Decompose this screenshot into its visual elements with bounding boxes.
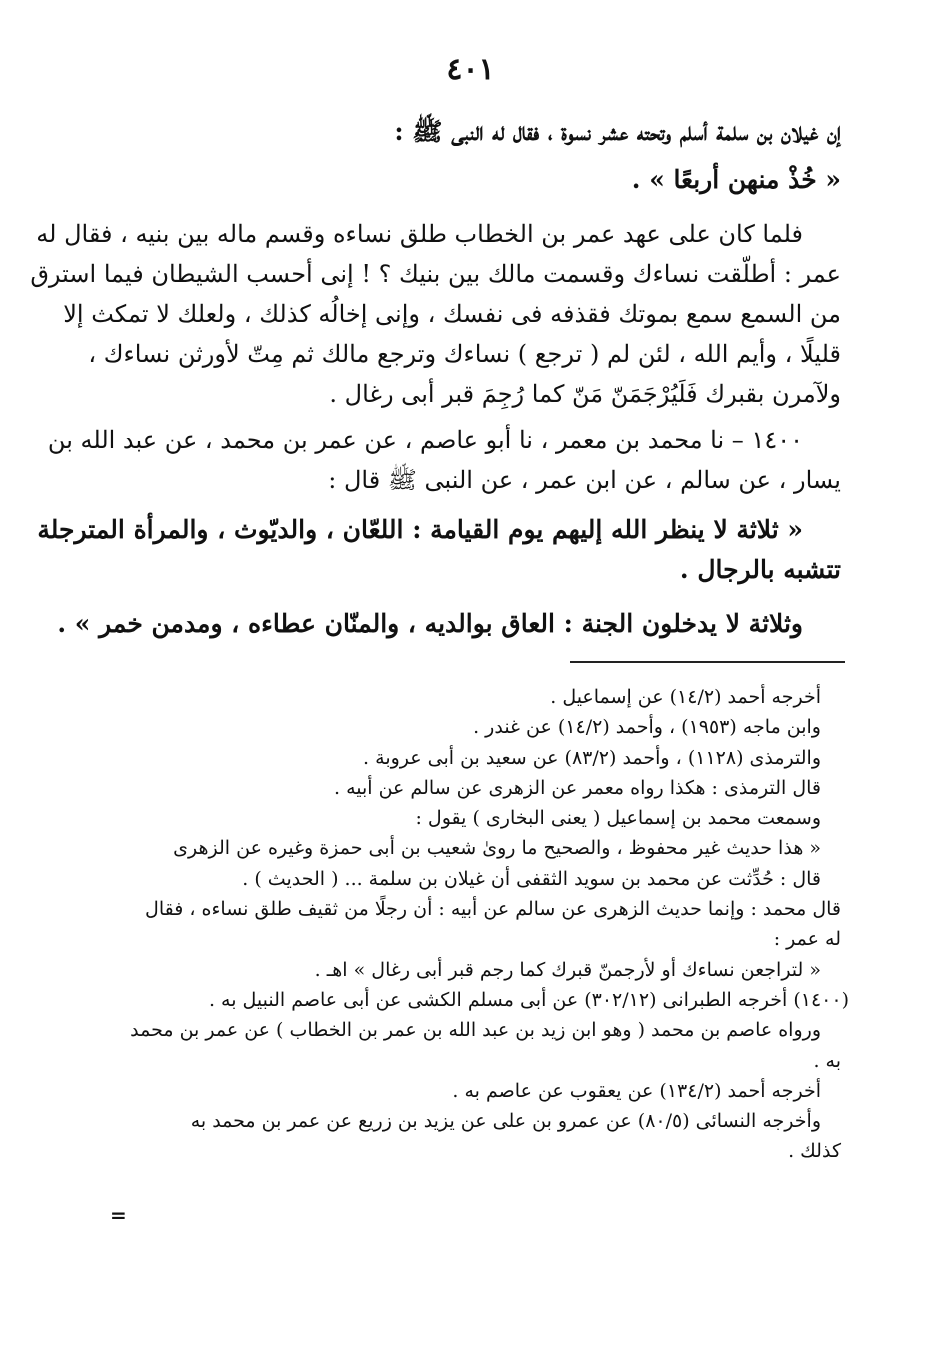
isnad-line: يسار ، عن سالم ، عن ابن عمر ، عن النبى ﷺ قال : [328,466,841,494]
narrative-paragraph [30,214,841,414]
narrative-line: ولآمرن بقبرك فَلَيُرْجَمَنّ مَنّ كما رُجِمَ قبر أبى رغال . [329,380,841,408]
footnote-line: كذلك . [788,1140,841,1163]
footnote-line: به . [813,1049,841,1072]
footnotes [101,682,849,1167]
footnote-line: وسمعت محمد بن إسماعيل ( يعنى البخارى ) يقول : [415,807,821,830]
matn-line: وثلاثة لا يدخلون الجنة : العاق بوالديه ، والمنّان عطاءه ، ومدمن خمر » . [57,609,803,638]
narrative-line: من السمع سمع بموتك فقذفه فى نفسك ، وإنى إخالُه كذلك ، ولعلك لا تمكث إلا [63,300,841,328]
footnote-line: « هذا حديث غير محفوظ ، والصحيح ما روىٰ شعيب بن أبى حمزة وغيره عن الزهرى [173,837,821,860]
footnote-line: قال الترمذى : هكذا رواه معمر عن الزهرى عن سالم عن أبيه . [333,776,821,799]
page-number: ٤٠١ [446,52,495,87]
footnote-line: (١٤٠٠) أخرجه الطبرانى (٣٠٢/١٢) عن أبى مسلم الكشى عن أبى عاصم النبيل به . [208,988,849,1011]
footnote-line: وابن ماجه (١٩٥٣) ، وأحمد (١٤/٢) عن غندر . [473,716,821,739]
footnote-line: أخرجه أحمد (١٤/٢) عن إسماعيل . [550,686,821,708]
footnote-line: أخرجه أحمد (١٣٤/٢) عن يعقوب عن عاصم به . [452,1079,821,1102]
isnad-1400 [47,420,841,500]
narrative-line: فلما كان على عهد عمر بن الخطاب طلق نساءه وقسم ماله بين بنيه ، فقال له [36,220,803,248]
matn-line: « ثلاثة لا ينظر الله إليهم يوم القيامة : اللعّان ، والديّوث ، والمرأة المترجلة [37,515,803,544]
hadith-intro-line: « خُذْ منهن أربعًا » . [631,165,841,194]
hadith-intro [106,112,841,200]
footnote-line: قال محمد : وإنما حديث الزهرى عن سالم عن أبيه : أن رجلًا من ثقيف طلق نساءه ، فقال [145,898,841,921]
footnote-line: قال : حُدِّثت عن محمد بن سويد الثقفى أن غيلان بن سلمة ... ( الحديث ) . [242,867,821,890]
footnote-divider [570,661,845,663]
isnad-line: ١٤٠٠ – نا محمد بن معمر ، نا أبو عاصم ، عن عمر بن محمد ، عن عبد الله بن [47,426,803,454]
footnote-line: والترمذى (١١٢٨) ، وأحمد (٨٣/٢) عن سعيد بن أبى عروبة . [363,746,821,769]
footnote-line: له عمر : [773,928,841,951]
narrative-line: قليلًا ، وأيم الله ، لئن لم ( ترجع ) نساءك وترجع مالك ثم مِتّ لأورثن نساءك ، [88,340,841,368]
matn-1400 [37,510,841,644]
footnote-line: وأخرجه النسائى (٨٠/٥) عن عمرو بن على عن يزيد بن زريع عن عمر بن محمد به [190,1110,821,1133]
footnote-line: ورواه عاصم بن محمد ( وهو ابن زيد بن عبد الله بن عمر بن الخطاب ) عن عمر بن محمد [130,1019,821,1042]
hadith-intro-line: إن غيلان بن سلمة أسلم وتحته عشر نسوة ، فقال له النبى ﷺ : [394,117,841,146]
matn-line: تتشبه بالرجال . [679,555,841,584]
footnote-line: « لتراجعن نساءك أو لأرجمنّ قبرك كما رجم قبر أبى رغال » اهـ . [314,958,821,981]
narrative-line: عمر : أطلّقت نساءك وقسمت مالك بين بنيك ؟ ! إنى أحسب الشيطان فيما استرق [30,260,841,288]
continuation-mark: = [110,1203,127,1227]
